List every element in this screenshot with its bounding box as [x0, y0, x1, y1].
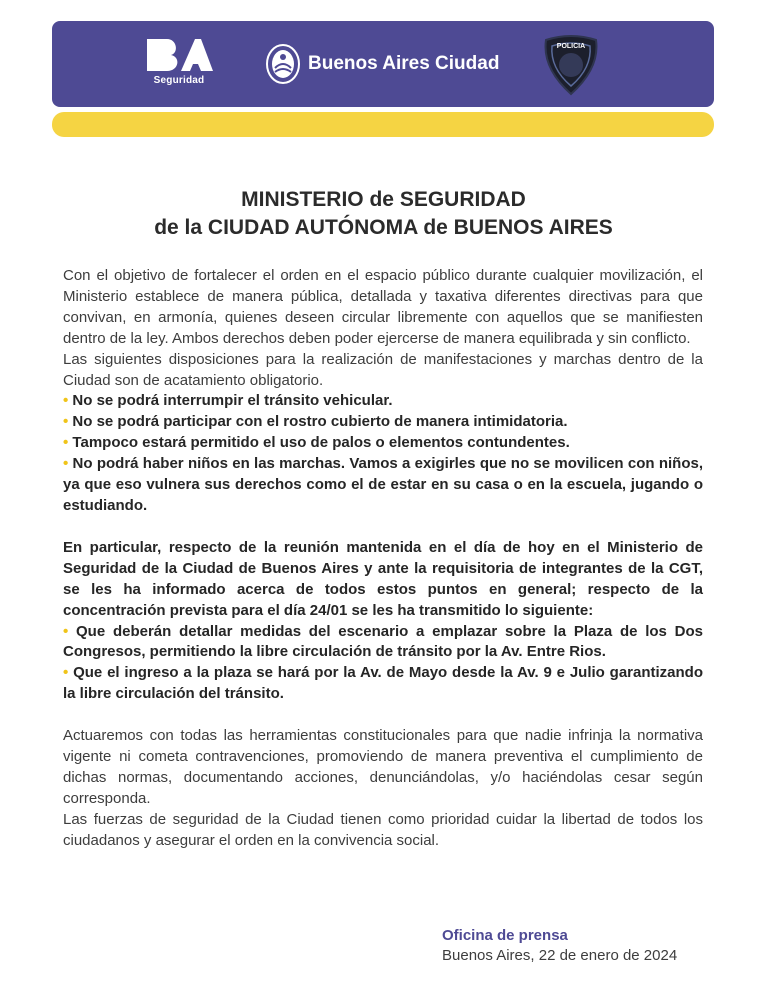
page-title — [0, 186, 767, 242]
rule-item: • No podrá haber niños en las marchas. Vamos a exigirles que no se movilicen con niños, ya que eso vulnera sus derechos como el de estar en su casa o en la escuela, jugando o estudiando. — [63, 454, 703, 517]
title-line-1: MINISTERIO de SEGURIDAD — [241, 188, 526, 211]
particular-paragraph: En particular, respecto de la reunión mantenida en el día de hoy en el Ministerio de Seguridad de la Ciudad de Buenos Aires y ante la requisitoria de integrantes de la CGT, se les ha informado acerca de todos estos puntos en general; respecto de la concentración prevista para el día 24/01 se les ha transmitido lo siguiente: — [63, 538, 703, 619]
title-line-2: de la CIUDAD AUTÓNOMA de BUENOS AIRES — [154, 216, 613, 239]
logo-caption: Seguridad — [153, 75, 205, 86]
point-item: • Que deberán detallar medidas del escenario a emplazar sobre la Plaza de los Dos Congresos, permitiendo la libre circulación de tránsito por la Av. Entre Rios. — [63, 622, 703, 664]
statement-body — [63, 266, 703, 852]
yellow-strip — [52, 112, 714, 137]
ba-logo-icon — [145, 37, 213, 73]
rule-item: • No se podrá participar con el rostro cubierto de manera intimidatoria. — [63, 412, 703, 433]
city-name: Buenos Aires Ciudad — [308, 53, 500, 74]
rule-item: • No se podrá interrumpir el tránsito vehicular. — [63, 391, 703, 412]
signature-block — [442, 926, 677, 966]
signature-date: Buenos Aires, 22 de enero de 2024 — [442, 947, 678, 964]
point-item: • Que el ingreso a la plaza se hará por la Av. de Mayo desde la Av. 9 e Julio garantizando la libre circulación del tránsito. — [63, 663, 703, 705]
badge-text: POLICIA — [556, 43, 586, 50]
priority-paragraph: Las fuerzas de seguridad de la Ciudad tienen como prioridad cuidar la libertad de todos los ciudadanos y asegurar el orden en la convivencia social. — [63, 810, 703, 849]
ba-seguridad-logo — [144, 37, 214, 86]
police-badge-icon — [540, 32, 602, 96]
dispositions-paragraph: Las siguientes disposiciones para la realización de manifestaciones y marchas dentro de la Ciudad son de acatamiento obligatorio. — [63, 350, 703, 389]
rule-item: • Tampoco estará permitido el uso de palos o elementos contundentes. — [63, 433, 703, 454]
city-seal-icon — [266, 44, 300, 84]
city-logo — [266, 43, 499, 85]
action-paragraph: Actuaremos con todas las herramientas constitucionales para que nadie infrinja la normativa vigente ni cometa contravenciones, promoviendo de manera preventiva el cumplimiento de dichas normas, documentando acciones, denunciándolas, y/o haciéndolas cesar según corresponda. — [63, 727, 703, 807]
intro-paragraph: Con el objetivo de fortalecer el orden en el espacio público durante cualquier movilización, el Ministerio establece de manera pública, detallada y taxativa diferentes directivas para que convivan, en armonía, quienes deseen circular libremente con aquellos que se manifiesten dentro de la ley. Ambos derechos deben poder ejercerse de manera equilibrada y sin conflicto. — [63, 267, 703, 347]
signature-office: Oficina de prensa — [442, 927, 568, 944]
header-banner — [52, 21, 714, 107]
